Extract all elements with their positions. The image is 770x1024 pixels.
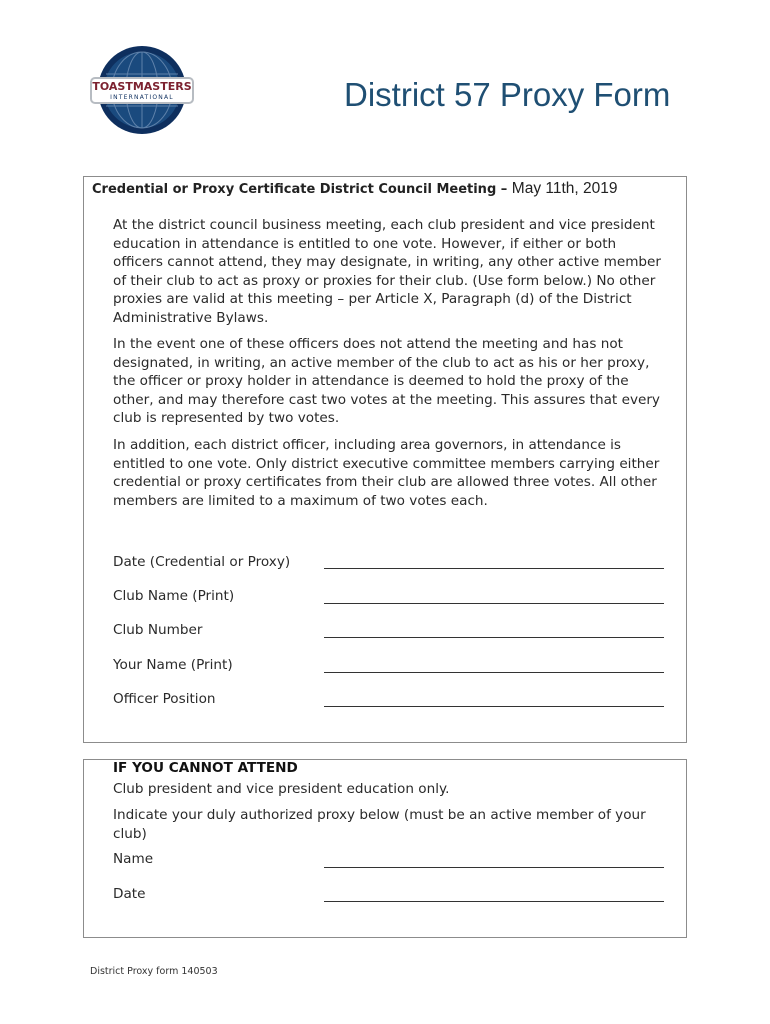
field-label-club-number: Club Number — [113, 622, 203, 638]
certificate-heading — [92, 180, 618, 198]
footer-form-id: District Proxy form 140503 — [90, 966, 218, 977]
proxy-eligibility-text: Club president and vice president education only. — [113, 781, 450, 797]
proxy-heading: IF YOU CANNOT ATTEND — [113, 760, 298, 776]
officer-position-input-line[interactable] — [324, 706, 664, 707]
field-label-date: Date (Credential or Proxy) — [113, 554, 291, 570]
certificate-heading-text: Credential or Proxy Certificate District Council Meeting – — [92, 182, 512, 197]
club-number-input-line[interactable] — [324, 637, 664, 638]
field-label-club-name: Club Name (Print) — [113, 588, 235, 604]
proxy-name-input-line[interactable] — [324, 867, 664, 868]
paragraph-absent-officer: In the event one of these officers does not attend the meeting and has not designated, in writing, an active member of the club to act as his or her proxy, the officer or proxy holder in attendance is deemed to hold the proxy of the other, and may therefore cast two votes at the meeting. This assures that every club is represented by two votes. — [113, 336, 660, 426]
field-label-your-name: Your Name (Print) — [113, 657, 233, 673]
meeting-date: May 11th, 2019 — [511, 180, 618, 197]
certificate-section — [83, 176, 687, 743]
proxy-instructions-text: Indicate your duly authorized proxy below (must be an active member of your club) — [113, 807, 646, 842]
paragraph-district-officers: In addition, each district officer, including area governors, in attendance is entitled to one vote. Only district executive committee members carrying either credential or proxy certificates from their club are allowed three votes. All other members are limited to a maximum of two votes each. — [113, 437, 660, 509]
logo-subtext: INTERNATIONAL — [110, 94, 174, 101]
paragraph-voting-rules: At the district council business meeting, each club president and vice president education in attendance is entitled to one vote. However, if either or both officers cannot attend, they may designate, in writing, any other active member of their club to act as proxy or proxies for their club. (Use form below.) No other proxies are valid at this meeting – per Article X, Paragraph (d) of the District Administrative Bylaws. — [113, 217, 662, 326]
your-name-input-line[interactable] — [324, 672, 664, 673]
toastmasters-logo — [88, 44, 196, 136]
proxy-section — [83, 759, 687, 938]
field-label-proxy-name: Name — [113, 851, 154, 867]
proxy-date-input-line[interactable] — [324, 901, 664, 902]
page-title: District 57 Proxy Form — [344, 76, 671, 113]
logo-wordmark: TOASTMASTERS — [92, 80, 192, 93]
field-label-proxy-date: Date — [113, 886, 146, 902]
club-name-input-line[interactable] — [324, 603, 664, 604]
date-input-line[interactable] — [324, 568, 664, 569]
field-label-officer-position: Officer Position — [113, 691, 216, 707]
